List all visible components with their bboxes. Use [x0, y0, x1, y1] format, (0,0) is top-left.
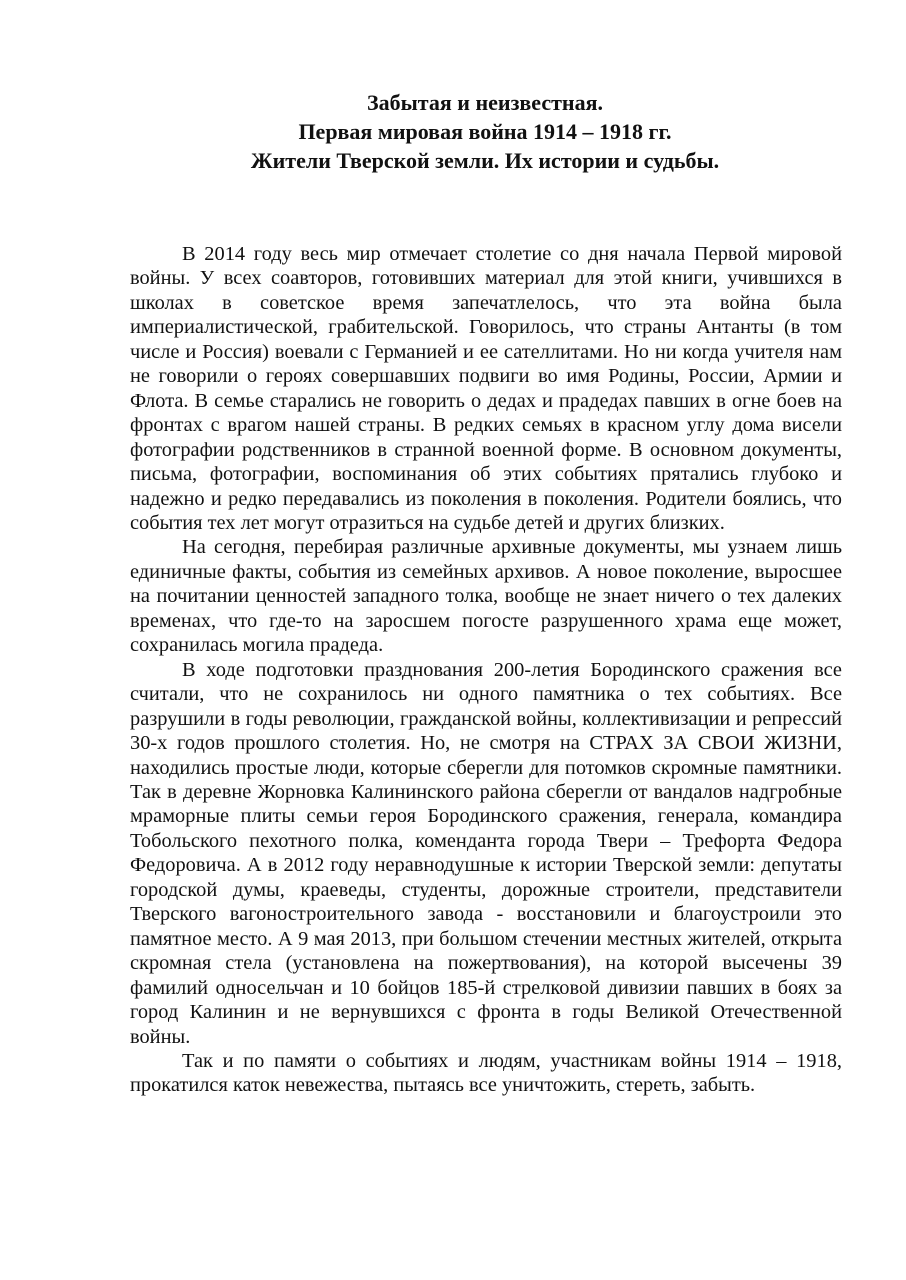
title-line-1: Забытая и неизвестная.: [367, 90, 603, 115]
document-title: [130, 88, 840, 175]
paragraph-3: В ходе подготовки празднования 200-летия Бородинского сражения все считали, что не сохранилось ни одного памятника о тех событиях. Все разрушили в годы революции, гражданской войны, коллективизации и репрессий 30-х годов прошлого столетия. Но, не смотря на СТРАХ ЗА СВОИ ЖИЗНИ, находились простые люди, которые сберегли для потомков скромные памятники. Так в деревне Жорновка Калининского района сберегли от вандалов надгробные мраморные плиты семьи героя Бородинского сражения, генерала, командира Тобольского пехотного полка, коменданта города Твери – Трефорта Федора Федоровича. А в 2012 году неравнодушные к истории Тверской земли: депутаты городской думы, краеведы, студенты, дорожные строители, представители Тверского вагоностроительного завода - восстановили и благоустроили это памятное место. А 9 мая 2013, при большом стечении местных жителей, открыта скромная стела (установлена на пожертвования), на которой высечены 39 фамилий односельчан и 10 бойцов 185-й стрелковой дивизии павших в боях за город Калинин и не вернувшихся с фронта в годы Великой Отечественной войны.: [130, 658, 842, 1048]
paragraph-1: В 2014 году весь мир отмечает столетие со дня начала Первой мировой войны. У всех соавторов, готовивших материал для этой книги, учившихся в школах в советское время запечатлелось, что эта война была империалистической, грабительской. Говорилось, что страны Антанты (в том числе и Россия) воевали с Германией и ее сателлитами. Но ни когда учителя нам не говорили о героях совершавших подвиги во имя Родины, России, Армии и Флота. В семье старались не говорить о дедах и прадедах павших в огне боев на фронтах с врагом нашей страны. В редких семьях в красном углу дома висели фотографии родственников в странной военной форме. В основном документы, письма, фотографии, воспоминания об этих событиях прятались глубоко и надежно и редко передавались из поколения в поколения. Родители боялись, что события тех лет могут отразиться на судьбе детей и других близких.: [130, 243, 842, 534]
document-body: [130, 242, 842, 1098]
paragraph-4: Так и по памяти о событиях и людям, участникам войны 1914 – 1918, прокатился каток невежества, пытаясь все уничтожить, стереть, забыть.: [130, 1049, 842, 1097]
title-line-2: Первая мировая война 1914 – 1918 гг.: [298, 119, 672, 144]
title-line-3: Жители Тверской земли. Их истории и судьбы.: [250, 148, 720, 173]
paragraph-2: На сегодня, перебирая различные архивные документы, мы узнаем лишь единичные факты, события из семейных архивов. А новое поколение, выросшее на почитании ценностей западного толка, вообще не знает ничего о тех далеких временах, что где-то на заросшем погосте разрушенного храма еще может, сохранилась могила прадеда.: [130, 536, 842, 657]
